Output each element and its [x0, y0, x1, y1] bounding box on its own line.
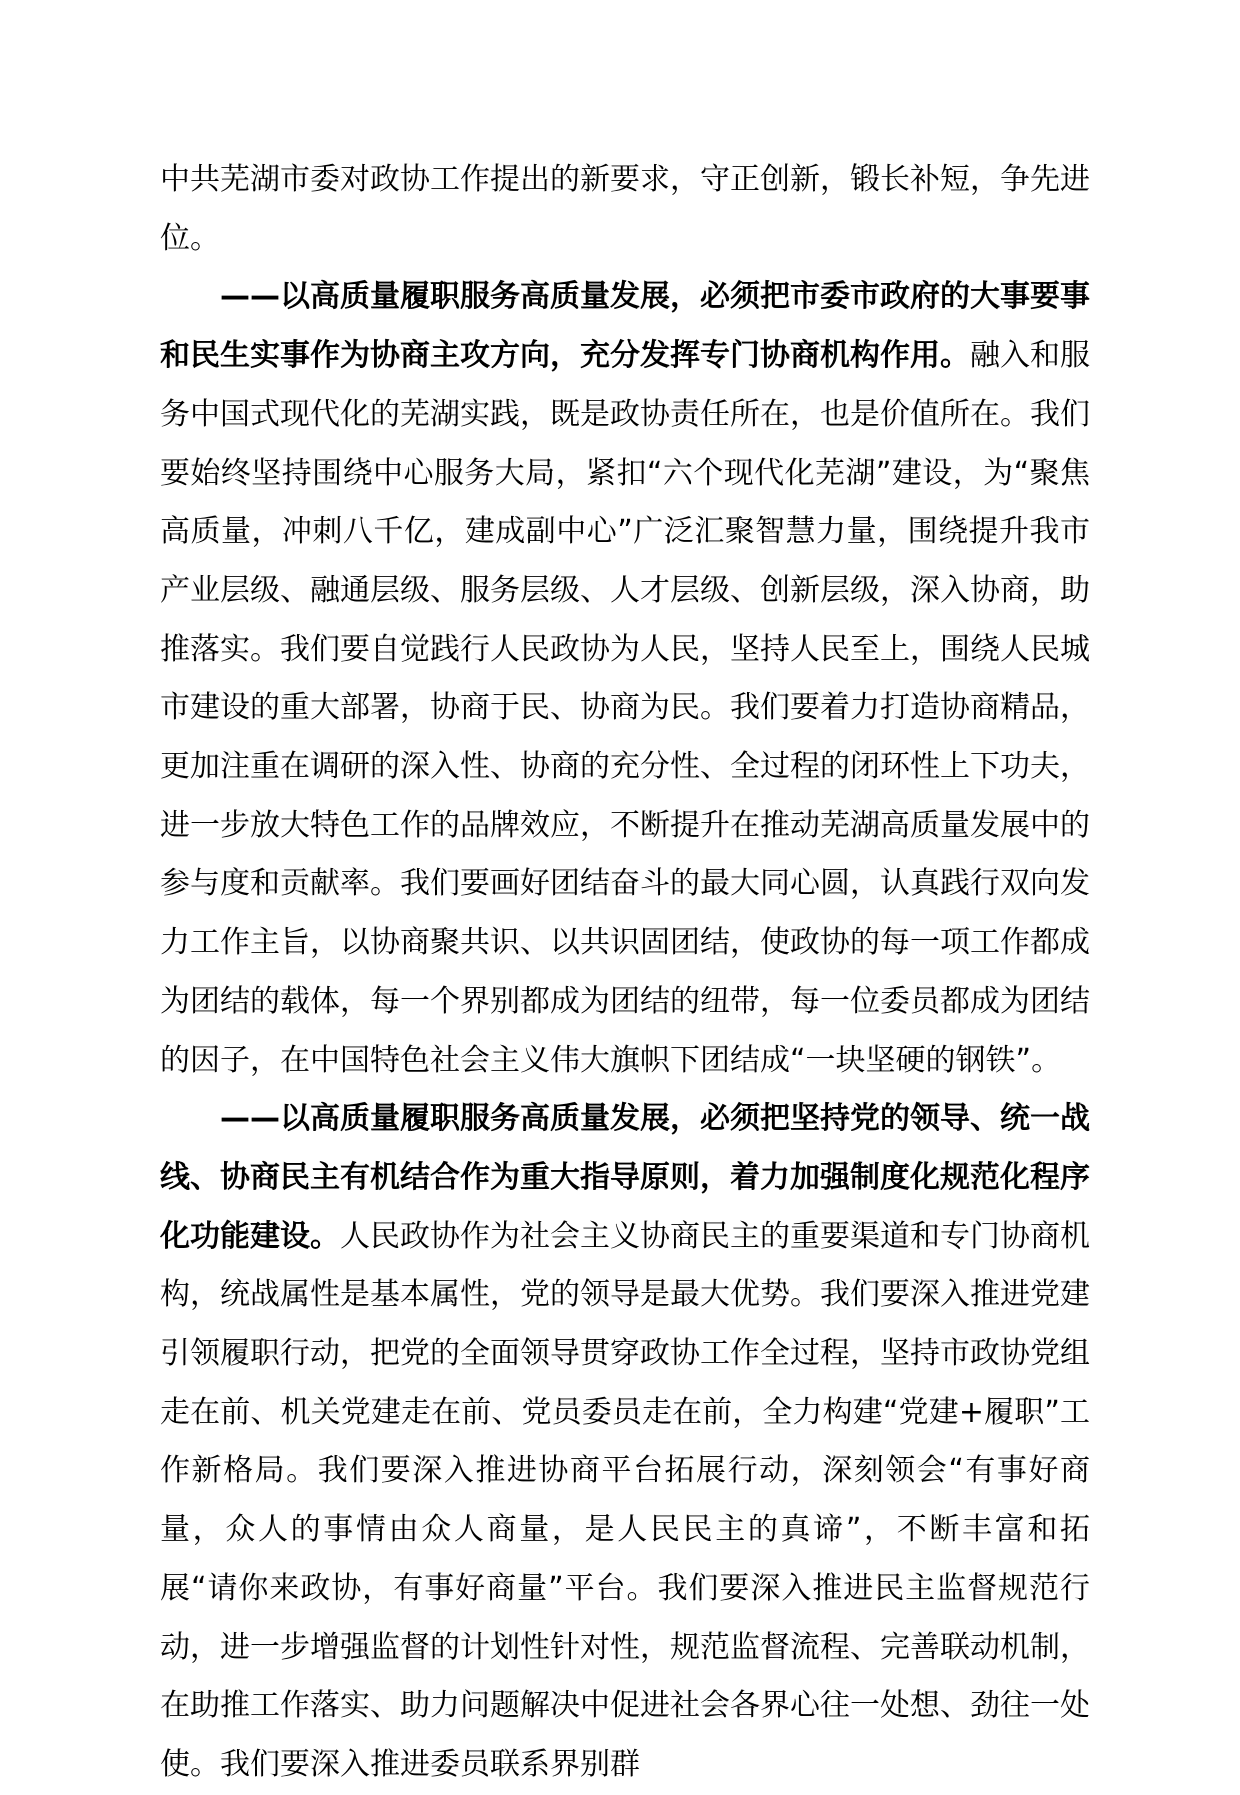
paragraph-1	[160, 151, 1090, 268]
paragraph-3-lead: ——以高质量履职服务高质量发展，必须把坚持党的领导、统一战线、协商民主有机结合作为重大指导原则，着力加强制度化规范化程序化功能建设。	[160, 1101, 1090, 1254]
document-page	[160, 151, 1090, 1795]
paragraph-2	[160, 268, 1090, 1090]
paragraph-1-body: 中共芜湖市委对政协工作提出的新要求，守正创新，锻长补短，争先进位。	[160, 162, 1090, 256]
paragraph-3-body: 人民政协作为社会主义协商民主的重要渠道和专门协商机构，统战属性是基本属性，党的领导是最大优势。我们要深入推进党建引领履职行动，把党的全面领导贯穿政协工作全过程，坚持市政协党组走在前、机关党建走在前、党员委员走在前，全力构建“党建+履职”工作新格局。我们要深入推进协商平台拓展行动，深刻领会“有事好商量，众人的事情由众人商量，是人民民主的真谛”，不断丰富和拓展“请你来政协，有事好商量”平台。我们要深入推进民主监督规范行动，进一步增强监督的计划性针对性，规范监督流程、完善联动机制，在助推工作落实、助力问题解决中促进社会各界心往一处想、劲往一处使。我们要深入推进委员联系界别群	[160, 1218, 1090, 1782]
paragraph-3	[160, 1090, 1090, 1794]
paragraph-2-body: 融入和服务中国式现代化的芜湖实践，既是政协责任所在，也是价值所在。我们要始终坚持围绕中心服务大局，紧扣“六个现代化芜湖”建设，为“聚焦高质量，冲刺八千亿，建成副中心”广泛汇聚智慧力量，围绕提升我市产业层级、融通层级、服务层级、人才层级、创新层级，深入协商，助推落实。我们要自觉践行人民政协为人民，坚持人民至上，围绕人民城市建设的重大部署，协商于民、协商为民。我们要着力打造协商精品，更加注重在调研的深入性、协商的充分性、全过程的闭环性上下功夫，进一步放大特色工作的品牌效应，不断提升在推动芜湖高质量发展中的参与度和贡献率。我们要画好团结奋斗的最大同心圆，认真践行双向发力工作主旨，以协商聚共识、以共识固团结，使政协的每一项工作都成为团结的载体，每一个界别都成为团结的纽带，每一位委员都成为团结的因子，在中国特色社会主义伟大旗帜下团结成“一块坚硬的钢铁”。	[160, 338, 1090, 1078]
paragraph-2-lead: ——以高质量履职服务高质量发展，必须把市委市政府的大事要事和民生实事作为协商主攻方向，充分发挥专门协商机构作用。	[160, 279, 1090, 374]
